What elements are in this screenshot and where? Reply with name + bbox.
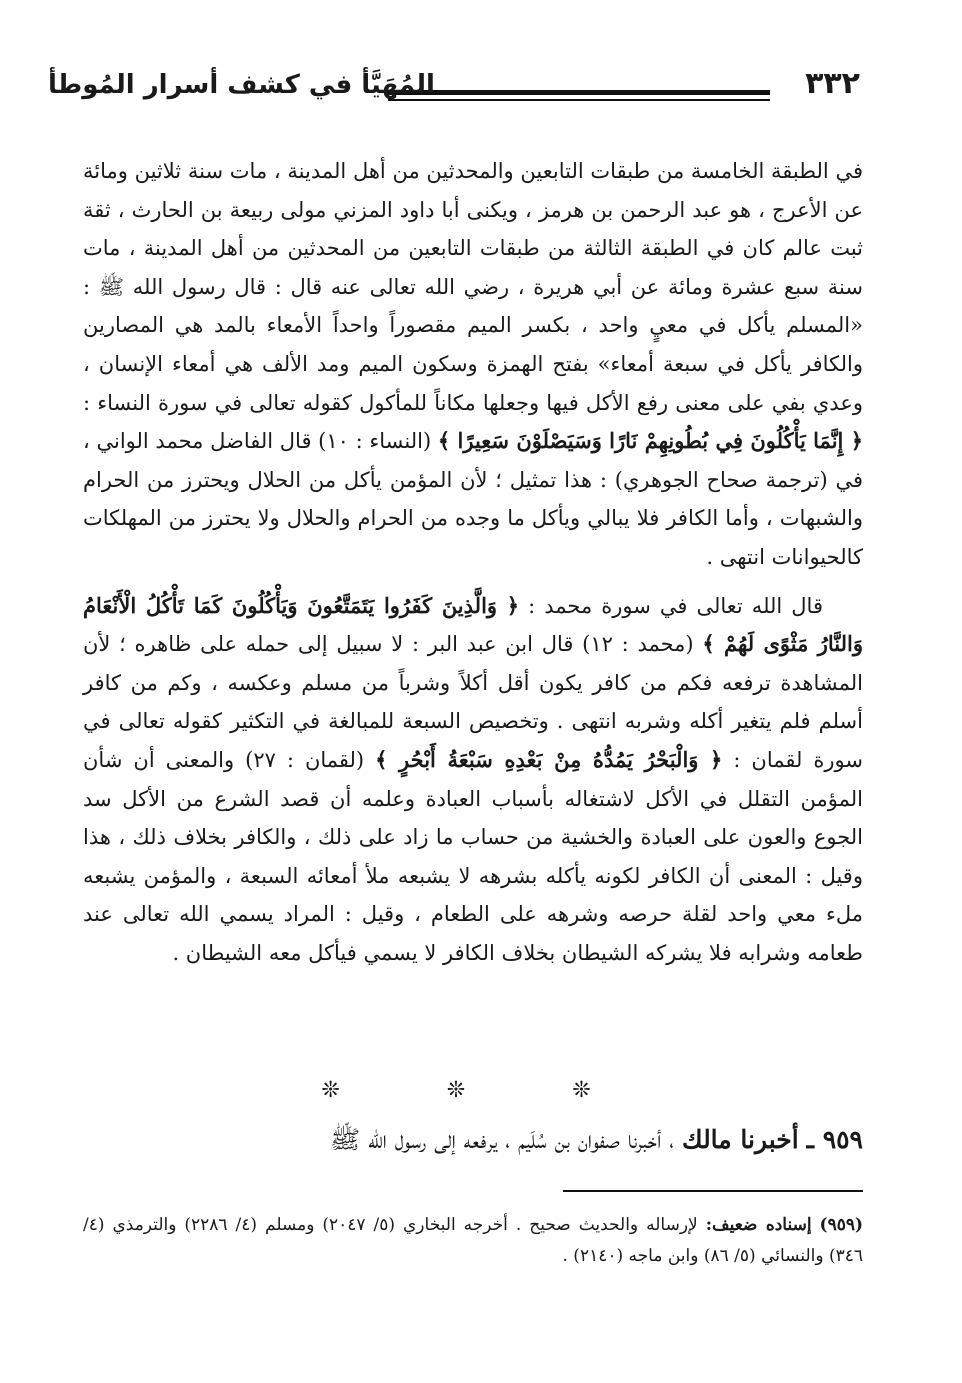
quran-verse-nisa: ﴿ إِنَّمَا يَأْكُلُونَ فِي بُطُونِهِمْ نَارًا وَسَيَصْلَوْنَ سَعِيرًا ﴾ <box>437 428 864 454</box>
paragraph-2-continuation: (لقمان : ٢٧) والمعنى أن شأن المؤمن التقلل في الأكل لاشتغاله بأسباب العبادة وعلمه أن قصد الشرع من الأكل سد الجوع والعون على العبادة والخشية من حساب ما زاد على ذلك ، والكافر بخلاف ذلك ، هذا وقيل : المعنى أن الكافر لكونه يأكله بشرهه لا يشبعه ملأ أمعائه السبعة ، والمؤمن يشبعه ملء معي واحد لقلة حرصه وشرهه على الطعام ، وقيل : المراد يسمي الله تعالى عند طعامه وشرابه فلا يشركه الشيطان بخلاف الكافر لا يسمي فيأكل معه الشيطان . <box>83 747 863 965</box>
footnote-label: إسناده ضعيف: <box>705 1215 812 1235</box>
paragraph-2-middle: (محمد : ١٢) قال ابن عبد البر : لا سبيل إلى حمله على ظاهره ؛ لأن المشاهدة ترفعه فكم من كافر يكون أقل أكلاً وشرباً من مسلم وعكسه ، وكم من كافر أسلم فلم يتغير أكله وشربه انتهى . وتخصيص السبعة للمبالغة في التكثير كقوله تعالى في سورة لقمان : <box>83 632 863 772</box>
hadith-number: ٩٥٩ ـ <box>806 1125 863 1154</box>
quran-verse-luqman: ﴿ وَالْبَحْرُ يَمُدُّهُ مِنْ بَعْدِهِ سَبْعَةُ أَبْحُرٍ ﴾ <box>375 746 723 772</box>
hadith-text: ، أخبرنا صفوان بن سُلَيم ، يرفعه إلى رسول الله ﷺ <box>329 1125 675 1154</box>
page-number: ٣٣٢ <box>805 66 860 101</box>
hadith-header <box>83 1118 863 1162</box>
paragraph-2 <box>83 587 863 973</box>
header-rule-thin <box>388 99 770 101</box>
paragraph-1 <box>83 152 863 577</box>
section-ornament: ❊ ❊ ❊ <box>321 1078 641 1103</box>
running-title: المُهَيَّأ في كشف أسرار المُوطأ <box>48 70 435 100</box>
hadith-narrator: أخبرنا مالك <box>682 1125 799 1154</box>
paragraph-1-text: في الطبقة الخامسة من طبقات التابعين والمحدثين من أهل المدينة ، مات سنة ثلاثين ومائة عن الأعرج ، هو عبد الرحمن بن هرمز ، ويكنى أبا داود المزني مولى ربيعة بن الحارث ، ثقة ثبت عالم كان في الطبقة الثالثة من طبقات التابعين من المحدثين من أهل المدينة ، مات سنة سبع عشرة ومائة عن أبي هريرة ، رضي الله تعالى عنه قال : قال رسول الله ﷺ : «المسلم يأكل في معيٍ واحد ، بكسر الميم مقصوراً واحداً الأمعاء بالمد هي المصارين والكافر يأكل في سبعة أمعاء» بفتح الهمزة وسكون الميم ومد الألف هي أمعاء الإنسان ، وعدي بفي على معنى رفع الأكل فيها وجعلها مكاناً للمأكول كقوله تعالى في سورة النساء : <box>83 159 863 415</box>
header-rule <box>388 90 770 95</box>
quran-verse-muhammad: ﴿ وَالَّذِينَ كَفَرُوا يَتَمَتَّعُونَ وَيَأْكُلُونَ كَمَا تَأْكُلُ الْأَنْعَامُ وَالنَّارُ مَثْوًى لَهُمْ ﴾ <box>83 592 863 657</box>
footnote-rule <box>563 1190 863 1192</box>
footnote-number: (٩٥٩) <box>819 1215 864 1235</box>
paragraph-1-continuation: (النساء : ١٠) قال الفاضل محمد الواني ، في (ترجمة صحاح الجوهري) : هذا تمثيل ؛ لأن المؤمن يأكل من الحلال ويحترز من الحرام والشبهات ، وأما الكافر فلا يبالي ويأكل ما وجده من الحرام والحلال ولا يحترز من المهلكات كالحيوانات انتهى . <box>83 429 863 569</box>
main-text <box>83 152 863 972</box>
page-header <box>48 62 860 112</box>
footnote-text: لإرساله والحديث صحيح . أخرجه البخاري (٥/ ٢٠٤٧) ومسلم (٤/ ٢٢٨٦) والترمذي (٤/ ٣٤٦) والنسائي (٥/ ٨٦) وابن ماجه (٢١٤٠) . <box>83 1215 863 1266</box>
paragraph-2-intro: قال الله تعالى في سورة محمد : <box>528 593 823 618</box>
footnote <box>83 1210 863 1272</box>
